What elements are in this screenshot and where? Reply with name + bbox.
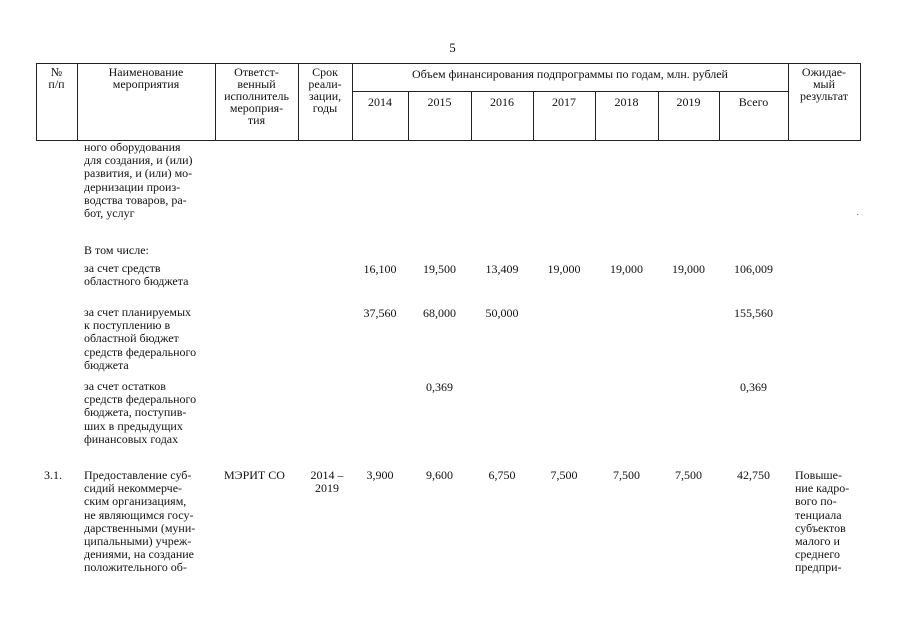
header-year-2018: 2018 <box>614 95 639 109</box>
header-year-2016: 2016 <box>490 95 514 109</box>
table-top-border <box>36 63 860 64</box>
including-label: В том числе: <box>84 243 149 257</box>
item-2018: 7,500 <box>613 468 640 482</box>
row-federal-planned-label: за счет планируемых к поступлению в областной бюджет средств федерального бюджета <box>84 305 197 372</box>
header-year-2014: 2014 <box>368 95 392 109</box>
row-regional-2014: 16,100 <box>363 262 397 276</box>
row-regional-2019: 19,000 <box>672 262 705 276</box>
row-federal-planned-total: 155,560 <box>734 306 773 320</box>
row-regional-2016: 13,409 <box>485 262 519 276</box>
row-regional-2017: 19,000 <box>547 262 581 276</box>
row-federal-planned-2014: 37,560 <box>363 306 397 320</box>
continuation-text: ного оборудования для создания, и (или) развития, и (или) мо- дернизации произ- водства товаров, ра- бот, услуг <box>84 140 193 221</box>
scan-mark: ˙ <box>856 213 860 224</box>
header-term: Срок реали- зации, годы <box>308 65 342 115</box>
row-federal-planned-2016: 50,000 <box>485 306 519 320</box>
item-name: Предоставление суб- сидий некоммерче- ским организациям, не являющимся госу- дарственными (муни- ципальными) учреж- дениями, на создание положительного об- <box>84 468 196 575</box>
header-total: Всего <box>738 95 769 109</box>
item-2019: 7,500 <box>675 468 702 482</box>
row-federal-planned-2015: 68,000 <box>423 306 456 320</box>
item-2016: 6,750 <box>488 468 516 482</box>
row-federal-remainder-total: 0,369 <box>740 380 767 394</box>
page-number: 5 <box>449 40 456 55</box>
row-regional-budget-label: за счет средств областного бюджета <box>84 261 189 289</box>
row-regional-2015: 19,500 <box>423 262 456 276</box>
item-result: Повыше- ние кадро- вого по- тенциала субъектов малого и среднего предпри- <box>795 468 850 575</box>
col-line-12 <box>860 63 861 141</box>
item-executor: МЭРИТ СО <box>224 468 285 482</box>
item-total: 42,750 <box>737 468 770 482</box>
item-2015: 9,600 <box>426 468 453 482</box>
header-year-2015: 2015 <box>427 95 452 109</box>
funding-header-divider <box>352 91 788 92</box>
header-result: Ожидае- мый результат <box>799 65 849 103</box>
item-number: 3.1. <box>44 468 62 482</box>
row-regional-total: 106,009 <box>734 262 773 276</box>
header-year-2017: 2017 <box>552 95 576 109</box>
row-federal-remainder-label: за счет остатков средств федерального бюджета, поступив- ших в предыдущих финансовых годах <box>84 379 197 446</box>
header-year-2019: 2019 <box>676 95 701 109</box>
item-term: 2014 – 2019 <box>310 468 344 496</box>
row-federal-remainder-2015: 0,369 <box>426 380 453 394</box>
header-name: Наименование мероприятия <box>108 65 184 91</box>
header-executor: Ответст- венный исполнитель мероприя- тия <box>224 65 289 127</box>
header-funding: Объем финансирования подпрограммы по годам, млн. рублей <box>412 67 728 81</box>
item-2014: 3,900 <box>366 468 394 482</box>
item-2017: 7,500 <box>550 468 578 482</box>
header-num: № п/п <box>48 65 65 91</box>
row-regional-2018: 19,000 <box>610 262 643 276</box>
